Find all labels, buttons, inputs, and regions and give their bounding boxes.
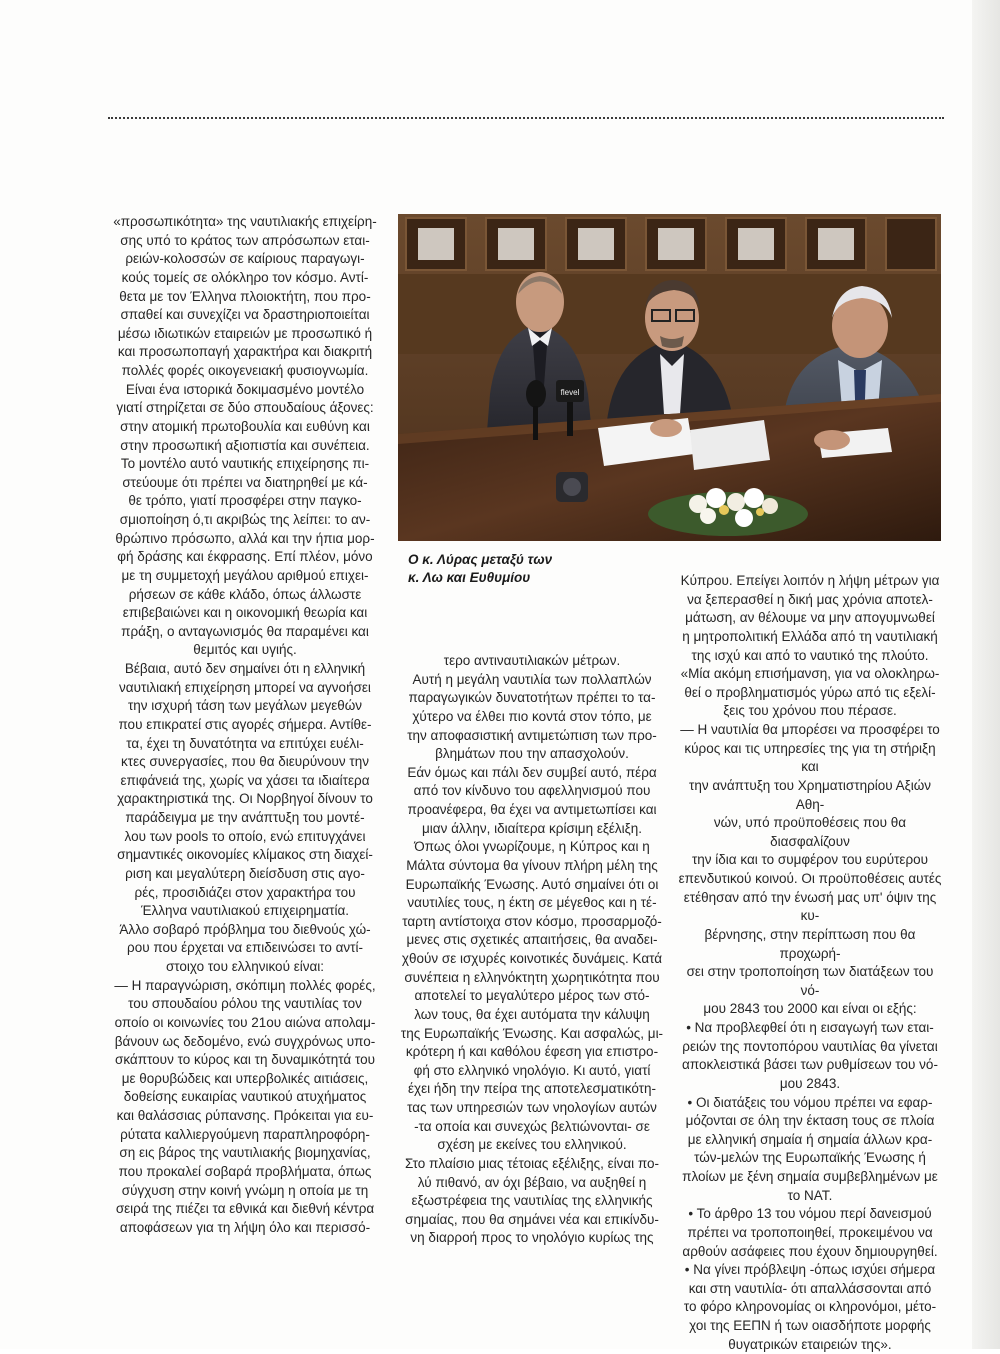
text-line: μου 2843 του 2000 και είναι οι εξής:: [703, 1001, 917, 1017]
text-line: σειρά της πιέζει τα εθνικά και διεθνή κέντρα: [115, 1201, 375, 1217]
text-line: φή δράσης και έκφρασης. Επί πλέον, μόνο: [117, 549, 373, 565]
text-line: πολλές φορές οικογενειακή φυσιογνωμία.: [121, 363, 369, 378]
text-line: στην προσωπική αξιοπιστία και συνέπεια.: [120, 437, 370, 453]
text-line: • Το άρθρο 13 του νόμου περί δανεισμού: [688, 1206, 932, 1222]
text-line: εξωστρέφεια της ναυτιλίας της ελληνικής: [411, 1193, 653, 1209]
text-line: επενδυτικού κοινού. Οι προϋποθέσεις αυτές: [678, 871, 942, 886]
text-line: σμιοποίηση ό,τι ακριβώς της λείπει: το αν-: [119, 512, 371, 527]
text-line: ετέθησαν από την ένωσή μας υπ' όψιν της κυ-: [683, 889, 937, 924]
text-line: ξεις του χρόνου που πέρασε.: [723, 703, 897, 719]
text-line: — Η παραγνώριση, σκόπιμη πολλές φορές,: [114, 977, 376, 993]
text-line: που προκαλεί σοβαρά προβλήματα, όπως: [118, 1163, 372, 1179]
text-line: στεύουμε ότι πρέπει να διατηρηθεί με κά-: [122, 474, 368, 490]
text-line: βάνουν ως δεδομένο, ενώ συγχρόνως υπο-: [114, 1033, 376, 1049]
dotted-header-rule: [108, 117, 944, 119]
photo-caption: [408, 551, 598, 587]
text-line: θετα με τον Έλληνα πλοιοκτήτη, που προ-: [119, 288, 371, 304]
text-column-3: [677, 572, 943, 1354]
text-line: πρέπει να τροποποιηθεί, προκειμένου να: [687, 1224, 933, 1240]
text-line: ταρτη αντίστοιχα στον κόσμο, προσαρμοζό-: [402, 913, 662, 929]
text-line: πράξη, ο ανταγωνισμός θα παραμένει και: [121, 623, 369, 639]
text-line: — Η ναυτιλία θα μπορέσει να προσφέρει το: [680, 722, 940, 737]
text-line: το ΝΑΤ.: [787, 1187, 833, 1203]
text-line: Βέβαια, αυτό δεν σημαίνει ότι η ελληνική: [124, 661, 366, 676]
text-line: Μάλτα σύντομα θα γίνουν πλήρη μέλη της: [406, 857, 658, 873]
text-line: Έλληνα ναυτιλιακού επιχειρηματία.: [140, 903, 350, 919]
text-line: βέρνησης, στην περίπτωση που θα προχωρή-: [704, 926, 916, 961]
text-line: την ανάπτυξη του Χρηματιστηρίου Αξιών Αθη-: [688, 777, 931, 812]
text-line: την αποφασιστική αντιμετώπιση των προ-: [407, 727, 657, 743]
caption-line-2: κ. Λω και Ευθυμίου: [408, 570, 531, 585]
text-line: κούς τομείς σε ολόκληρο τον κόσμο. Αντί-: [121, 269, 369, 285]
text-line: να ξεπερασθεί η δική μας χρόνια αποτελ-: [687, 591, 933, 607]
text-line: και προσωποπαγή χαρακτήρα και διακριτή: [117, 344, 373, 360]
text-line: ναυτιλίες τους, η έκτη σε μέγεθος και η τέ-: [407, 895, 657, 911]
text-line: το φόρο κληρονομίας οι κληρονόμοι, μέτο-: [683, 1299, 937, 1315]
text-line: Εάν όμως και πάλι δεν συμβεί αυτό, πέρα: [407, 764, 657, 780]
text-line: Στο πλαίσιο μιας τέτοιας εξέλιξης, είναι πο-: [404, 1155, 660, 1171]
text-line: και θαλάσσιας ρύπανσης. Πρόκειται για ευ-: [116, 1108, 374, 1123]
text-line: Άλλο σοβαρό πρόβλημα του διεθνούς χώ-: [119, 921, 371, 937]
text-line: θε τρόπο, γιατί προσφέρει στην παγκο-: [128, 493, 362, 509]
text-line: η μητροπολιτική Ελλάδα από τη ναυτιλιακή: [682, 628, 938, 644]
text-line: νών, υπό προϋποθέσεις που θα διασφαλίζουν: [713, 815, 907, 849]
text-line: κύρος και τις υπηρεσίες της για τη στήριξη και: [684, 740, 936, 775]
text-line: θεί ο προβληματισμός γύρω από τις εξελί-: [684, 684, 936, 700]
text-line: Αυτή η μεγάλη ναυτιλία των πολλαπλών: [412, 671, 652, 687]
text-line: θυγατρικών εταιρειών της».: [728, 1336, 892, 1352]
text-line: ριση και μεγαλύτερη διείσδυση στις αγο-: [125, 865, 365, 881]
text-line: της Ευρωπαϊκής Ένωσης. Και ασφαλώς, μι-: [400, 1025, 664, 1041]
text-line: • Να προβλεφθεί ότι η εισαγωγή των εται-: [686, 1020, 934, 1035]
text-line: λου των pools το οποίο, ενώ επιτυγχάνει: [124, 828, 366, 844]
text-line: ρειών-κολοσσών σε καίριους παραγωγι-: [125, 251, 365, 267]
text-line: επιφάνειά της, χωρίς να χάσει τα ιδιαίτερα: [120, 772, 370, 788]
text-line: στην ατομική πρωτοβουλία και ευθύνη και: [120, 418, 370, 434]
text-line: παράδειγμα με την ανάπτυξη του μοντέ-: [125, 810, 365, 825]
text-line: τερο αντιναυτιλιακών μέτρων.: [443, 653, 621, 668]
page-edge-shadow: [972, 0, 1000, 1349]
text-line: ρύτατα καλλιεργούμενη παραπληροφόρη-: [120, 1126, 370, 1142]
text-line: τα, έχει τη δυνατότητα να επιτύχει ευέλι-: [126, 735, 364, 751]
text-line: Κύπρου. Επείγει λοιπόν η λήψη μέτρων για: [680, 573, 940, 588]
text-line: Το μοντέλο αυτό ναυτικής επιχείρησης πι-: [120, 456, 370, 472]
text-line: • Οι διατάξεις του νόμου πρέπει να εφαρ-: [687, 1094, 933, 1110]
text-line: κρότερη ή και καθόλου έφεση για επιστρο-: [405, 1044, 659, 1060]
text-line: -τα οποία και συνεχώς βελτιώνονται- σε: [414, 1118, 650, 1134]
text-line: επιβεβαιώνει και η οικονομική θεωρία και: [122, 605, 368, 621]
text-line: και στη ναυτιλία- ότι απαλλάσσονται από: [688, 1280, 932, 1296]
text-line: στοιχο του ελληνικού είναι:: [165, 959, 325, 974]
text-line: νη διαρροή προς το νηολόγιο κυρίως της: [410, 1230, 654, 1246]
text-line: ρές, προσιδιάζει στον χαρακτήρα του: [134, 884, 356, 900]
text-line: χαρακτηριστικά της. Οι Νορβηγοί δίνουν το: [117, 791, 373, 807]
text-line: σης υπό το κράτος των απρόσωπων εται-: [120, 232, 370, 248]
text-column-2: [398, 652, 666, 1248]
text-line: μενες στις σχετικές απαιτήσεις, θα αναδει-: [406, 932, 658, 948]
text-line: γιατί στηρίζεται σε δύο σπουδαίους άξονες:: [116, 400, 374, 416]
photo-illustration: [398, 214, 941, 541]
text-line: έχει ήδη την πείρα της αποτελεσματικότη-: [407, 1081, 656, 1097]
text-line: παραγωγικών δυνατοτήτων πρέπει το τα-: [408, 690, 656, 706]
text-line: οποίο οι κοινωνίες του 21ου αιώνα απολαμ-: [114, 1014, 376, 1030]
text-line: της ισχύ και από το ναυτικό της πλούτο.: [691, 647, 929, 663]
press-conference-photo: [398, 214, 941, 541]
text-line: συνέπεια η ελληνόκτητη χωρητικότητα που: [404, 969, 660, 985]
text-line: ρειών της ποντοπόρου ναυτιλίας θα γίνεται: [682, 1038, 938, 1054]
text-line: Ευρωπαϊκής Ένωσης. Αυτό σημαίνει ότι οι: [405, 876, 659, 892]
text-line: σπαθεί και συνεχίζει να δραστηριοποιείται: [120, 307, 370, 323]
microphone-label: flevel: [560, 388, 580, 397]
text-line: αρθούν ασάφειες που έχουν δημιουργηθεί.: [682, 1243, 938, 1259]
text-line: με θορυβώδεις και υπερβολικές αιτιάσεις,: [121, 1070, 369, 1086]
caption-line-1: Ο κ. Λύρας μεταξύ των: [408, 552, 553, 567]
text-line: σύγχυση στην κοινή γνώμη η οποία με τη: [121, 1182, 369, 1198]
text-line: τών-μελών της Ευρωπαϊκής Ένωσης ή: [694, 1150, 926, 1166]
text-line: «προσωπικότητα» της ναυτιλιακής επιχείρη-: [113, 214, 377, 229]
text-line: μόζονται σε όλη την έκταση τους σε πλοία: [685, 1113, 935, 1129]
text-line: ρήσεων σε κάθε κλάδο, όπως άλλωστε: [128, 586, 362, 602]
text-line: την ισχυρή τάση των μεγάλων μεγεθών: [127, 698, 363, 714]
text-line: του σπουδαίου ρόλου της ναυτιλίας τον: [128, 996, 362, 1012]
text-line: κτες συνεργασίες, που θα διευρύνουν την: [121, 754, 369, 770]
text-line: αποτελεί το μεγαλύτερο μέρος των στό-: [414, 988, 650, 1004]
text-line: σχέση με εκείνες του ελληνικού.: [437, 1137, 627, 1153]
text-line: «Μία ακόμη επισήμανση, για να ολοκληρω-: [680, 666, 940, 682]
text-line: σημαίας, που θα σημάνει νέα και επικίνδυ-: [405, 1211, 659, 1227]
text-line: προανέφερα, θα έχει να αντιμετωπίσει και: [407, 802, 657, 817]
text-line: την ίδια και το συμφέρον του ευρύτερου: [691, 852, 929, 868]
text-line: τας των υπηρεσιών των νηολογίων αυτών: [407, 1100, 657, 1115]
text-line: φή στο ελληνικό νηολόγιο. Κι αυτό, γιατί: [413, 1062, 651, 1078]
text-line: μιαν άλλην, ιδιαίτερα κρίσιμη εξέλιξη.: [422, 820, 642, 836]
text-line: λων τους, θα έχει αυτόματα την κάλυψη: [414, 1006, 650, 1022]
text-line: πλοίων με ξένη σημαία συμβεβλημένων με: [682, 1169, 938, 1184]
text-line: με ελληνική σημαία ή σημαία άλλων κρα-: [687, 1131, 933, 1147]
text-line: λύ πιθανό, αν όχι βέβαιο, να αυξηθεί η: [417, 1174, 647, 1190]
text-line: αποκλειστικά βάσει των ρυθμίσεων του νό-: [682, 1057, 938, 1073]
text-line: χύτερο να έλθει πιο κοντά στον τόπο, με: [412, 708, 652, 724]
text-line: σκάπτουν το κύρος και τη δυναμικότητά του: [115, 1052, 375, 1068]
text-line: μάτωση, αν θέλουμε να μην απογυμνωθεί: [685, 610, 935, 626]
text-line: χθούν σε ισχυρές κοινοτικές δυνάμεις. Κατά: [401, 951, 663, 966]
text-line: Όπως όλοι γνωρίζουμε, η Κύπρος και η: [414, 839, 650, 855]
text-line: θεμιτός και υγιής.: [193, 642, 297, 658]
text-line: από τον κίνδυνο του αφελληνισμού που: [413, 783, 651, 799]
text-line: ρου που έρχεται να επιδεινώσει το αντί-: [127, 940, 363, 956]
text-line: σημαντικές οικονομίες κλίμακος στη διαχεί-: [117, 847, 373, 863]
text-line: • Να γίνει πρόβλεψη -όπως ισχύει σήμερα: [684, 1262, 936, 1278]
text-line: θρώπινο πρόσωπο, αλλά και την ήπια μορ-: [115, 530, 375, 546]
text-column-1: [110, 213, 380, 1237]
text-line: μου 2843.: [779, 1075, 841, 1091]
text-line: με τη συμμετοχή μεγάλου αριθμού επιχει-: [121, 567, 369, 583]
text-line: δοθείσης ευκαιρίας ναυτικού ατυχήματος: [123, 1089, 367, 1105]
text-line: Είναι ένα ιστορικά δοκιμασμένο μοντέλο: [125, 381, 365, 397]
text-line: σει στην τροποποίηση των διατάξεων του νό-: [686, 964, 934, 998]
text-line: ναυτιλιακή επιχείρηση μπορεί να αγνοήσει: [119, 679, 371, 695]
text-line: βλημάτων που την απασχολούν.: [435, 746, 629, 762]
text-line: μέσω ιδιωτικών εταιρειών με προσωπικό ή: [117, 325, 373, 341]
text-line: αποφάσεων για τη λήψη όλο και περισσό-: [119, 1219, 371, 1235]
text-line: χοι της ΕΕΠΝ ή των οιασδήποτε μορφής: [689, 1318, 931, 1333]
text-line: που επικρατεί στις αγορές σήμερα. Αντίθε-: [118, 716, 372, 732]
text-line: ση εις βάρος της ναυτιλιακής βιομηχανίας,: [119, 1145, 371, 1161]
